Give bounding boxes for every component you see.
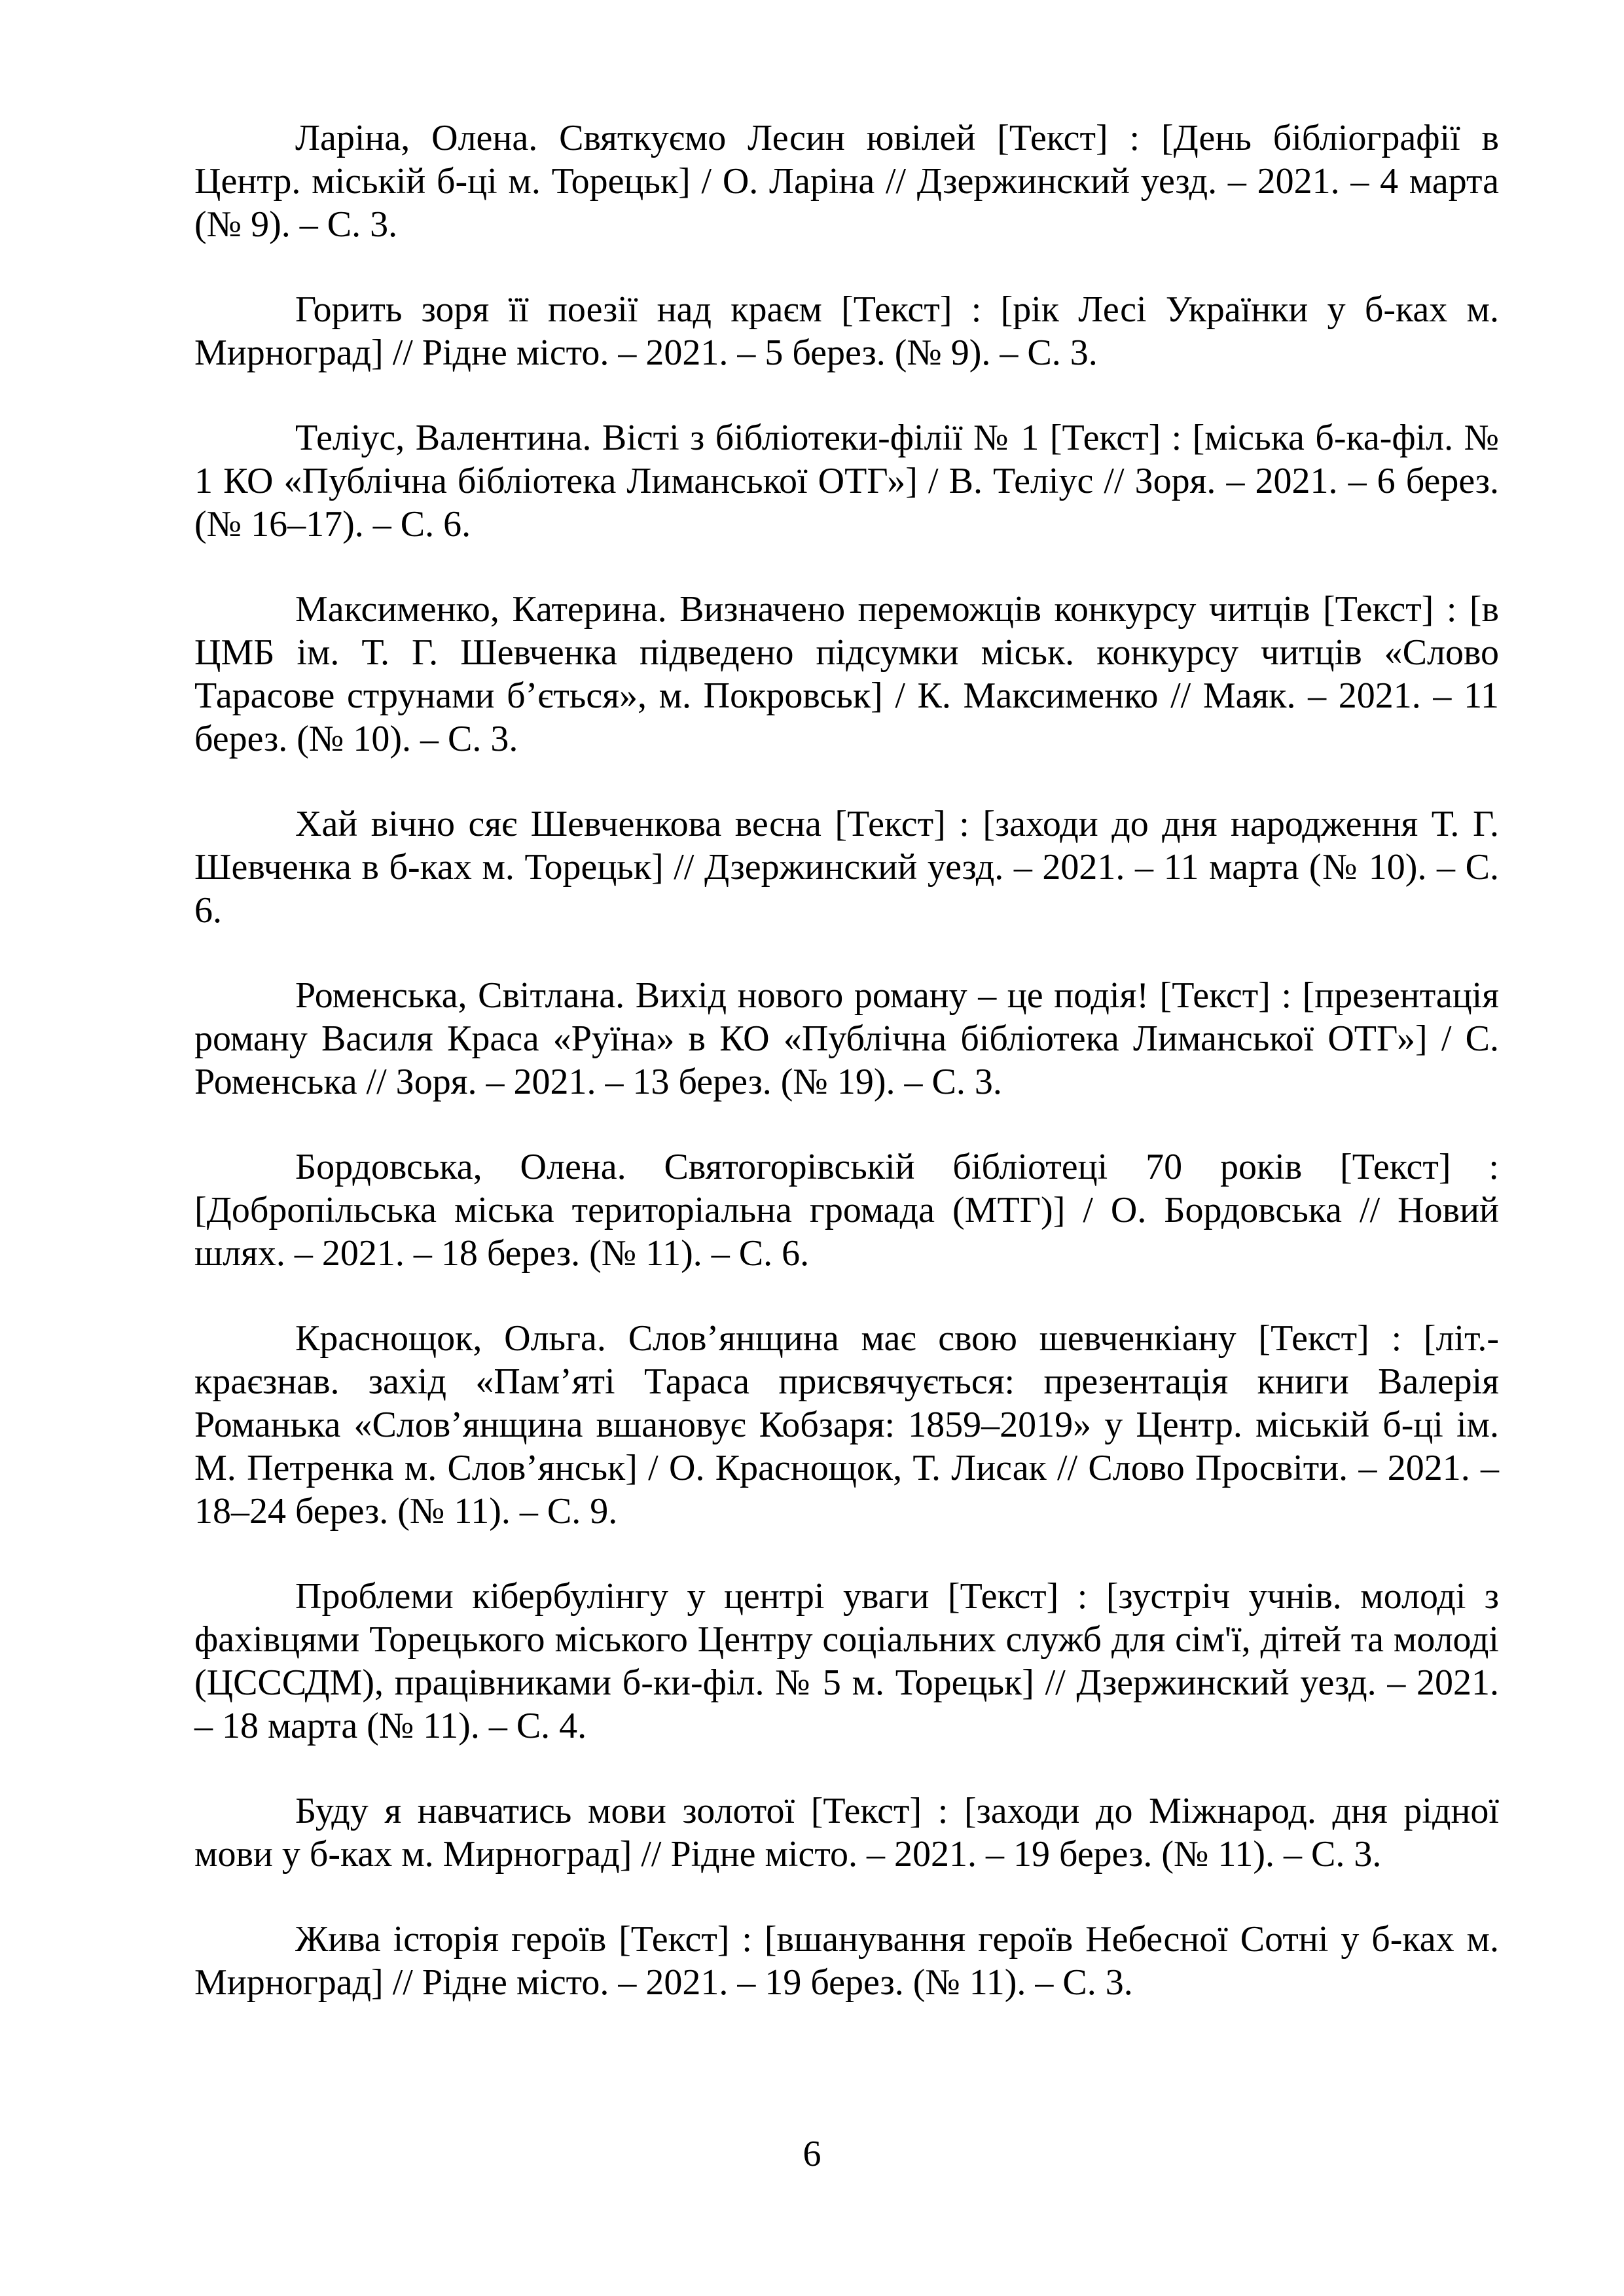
bibliography-entry: Максименко, Катерина. Визначено переможців конкурсу читців [Текст] : [в ЦМБ ім. Т. Г. Шевченка підведено підсумки міськ. конкурсу читців «Слово Тарасове струнами б’ється», м. Покровськ] / К. Максименко // Маяк. – 2021. – 11 берез. (№ 10). – С. 3. [194, 589, 1499, 759]
bibliography-entry: Хай вічно сяє Шевченкова весна [Текст] : [заходи до дня народження Т. Г. Шевченка в б-ках м. Торецьк] // Дзержинский уезд. – 2021. – 11 марта (№ 10). – С. 6. [194, 804, 1499, 931]
bibliography-entry: Теліус, Валентина. Вісті з бібліотеки-філії № 1 [Текст] : [міська б-ка-філ. № 1 КО «Публічна бібліотека Лиманської ОТГ»] / В. Теліус // Зоря. – 2021. – 6 берез. (№ 16–17). – С. 6. [194, 418, 1499, 545]
bibliography-entry: Бордовська, Олена. Святогорівській бібліотеці 70 років [Текст] : [Добропільська міська територіальна громада (МТГ)] / О. Бордовська // Новий шлях. – 2021. – 18 берез. (№ 11). – С. 6. [194, 1147, 1499, 1274]
bibliography-entry: Жива історія героїв [Текст] : [вшанування героїв Небесної Сотні у б-ках м. Мирноград] // Рідне місто. – 2021. – 19 берез. (№ 11). – С. 3. [194, 1919, 1499, 2003]
bibliography-entry: Горить зоря її поезії над краєм [Текст] : [рік Лесі Українки у б-ках м. Мирноград] // Рідне місто. – 2021. – 5 берез. (№ 9). – С. 3. [194, 289, 1499, 373]
page-number: 6 [803, 2134, 821, 2174]
bibliography-entry: Роменська, Світлана. Вихід нового роману – це подія! [Текст] : [презентація роману Василя Краса «Руїна» в КО «Публічна бібліотека Лиманської ОТГ»] / С. Роменська // Зоря. – 2021. – 13 берез. (№ 19). – С. 3. [194, 975, 1499, 1102]
bibliography-entry: Проблеми кібербулінгу у центрі уваги [Текст] : [зустріч учнів. молоді з фахівцями Торецького міського Центру соціальних служб для сім'ї, дітей та молоді (ЦСССДМ), працівниками б-ки-філ. № 5 м. Торецьк] // Дзержинский уезд. – 2021. – 18 марта (№ 11). – С. 4. [194, 1576, 1499, 1746]
bibliography-entry: Буду я навчатись мови золотої [Текст] : [заходи до Міжнарод. дня рідної мови у б-ках м. Мирноград] // Рідне місто. – 2021. – 19 берез. (№ 11). – С. 3. [194, 1791, 1499, 1874]
bibliography-entry: Краснощок, Ольга. Слов’янщина має свою шевченкіану [Текст] : [літ.-краєзнав. захід «Пам’яті Тараса присвячується: презентація книги Валерія Романька «Слов’янщина вшановує Кобзаря: 1859–2019» у Центр. міській б-ці ім. М. Петренка м. Слов’янськ] / О. Краснощок, Т. Лисак // Слово Просвіти. – 2021. – 18–24 берез. (№ 11). – С. 9. [194, 1318, 1499, 1532]
bibliography-entry: Ларіна, Олена. Святкуємо Лесин ювілей [Текст] : [День бібліографії в Центр. міській б-ці м. Торецьк] / О. Ларіна // Дзержинский уезд. – 2021. – 4 марта (№ 9). – С. 3. [194, 118, 1499, 245]
bibliography-list [194, 117, 1499, 2046]
